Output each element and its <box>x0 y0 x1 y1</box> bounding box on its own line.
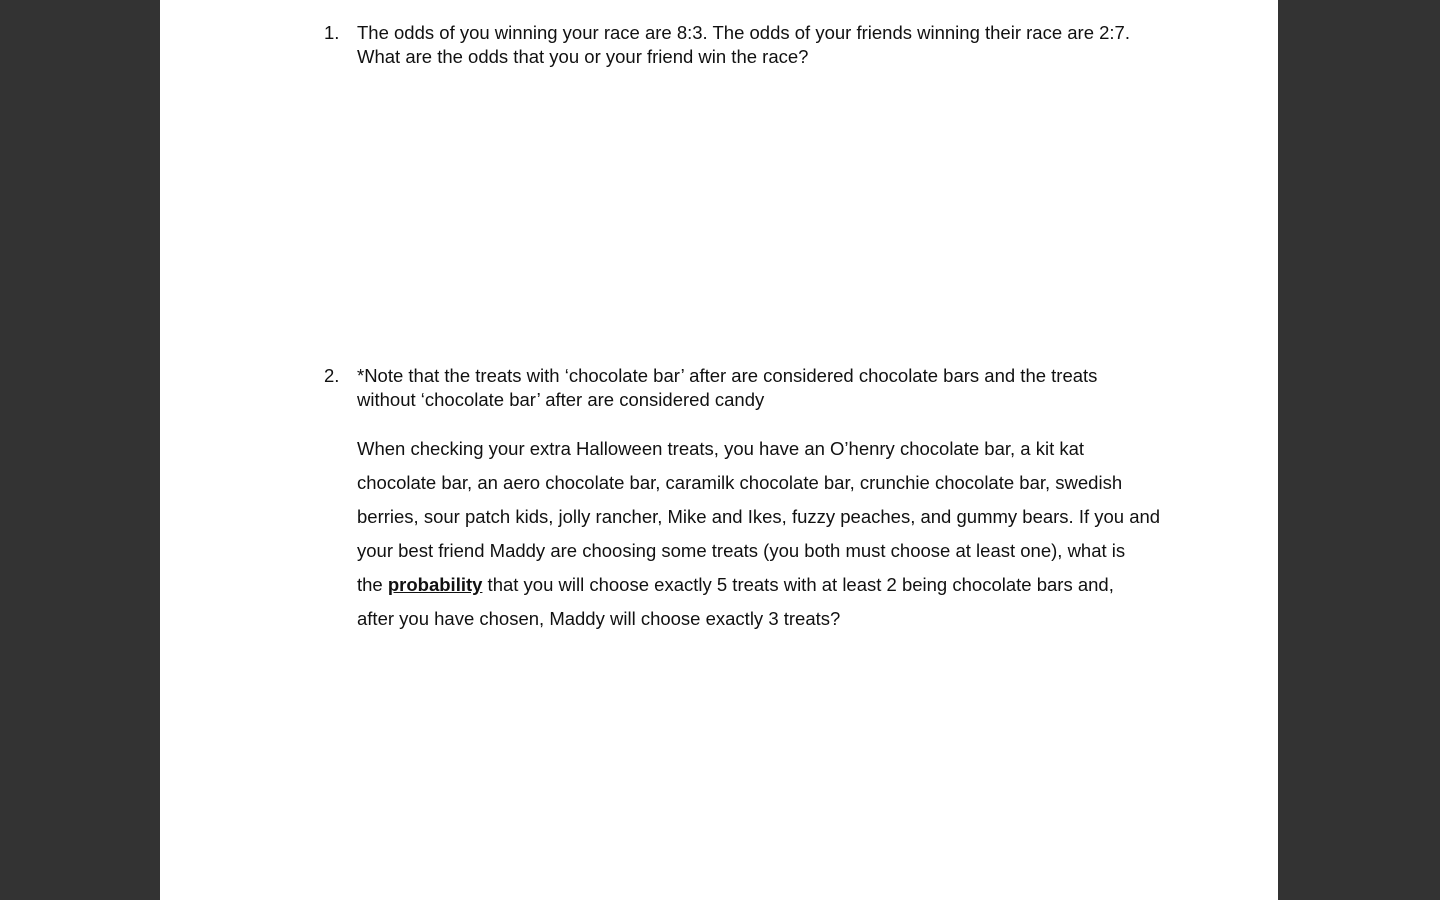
question-line: The odds of you winning your race are 8:3. The odds of your friends winning their race are 2:7. <box>357 22 1130 43</box>
paragraph-line <box>357 568 1157 602</box>
question-line: What are the odds that you or your friend win the race? <box>357 46 809 67</box>
paragraph-line: berries, sour patch kids, jolly rancher, Mike and Ikes, fuzzy peaches, and gummy bears. If you and <box>357 506 1161 527</box>
question-text <box>357 364 1161 636</box>
line-suffix: that you will choose exactly 5 treats with at least 2 being chocolate bars and, <box>482 574 1114 595</box>
paragraph-line: after you have chosen, Maddy will choose exactly 3 treats? <box>357 608 841 629</box>
paragraph-line: When checking your extra Halloween treats, you have an O’henry chocolate bar, a kit kat <box>357 438 1085 459</box>
note-line: *Note that the treats with ‘chocolate bar’ after are considered chocolate bars and the treats <box>357 365 1098 386</box>
document-page <box>160 0 1278 900</box>
question-number: 2. <box>324 365 340 386</box>
line-prefix: the <box>357 574 388 595</box>
paragraph-line: chocolate bar, an aero chocolate bar, caramilk chocolate bar, crunchie chocolate bar, swedish <box>357 472 1123 493</box>
note-text <box>357 364 1157 412</box>
question-number: 1. <box>324 22 340 43</box>
note-line: without ‘chocolate bar’ after are considered candy <box>357 389 765 410</box>
problem-paragraph <box>357 432 1161 636</box>
paragraph-line: your best friend Maddy are choosing some treats (you both must choose at least one), what is <box>357 540 1126 561</box>
emphasized-word: probability <box>387 574 483 595</box>
question-text <box>357 21 1157 69</box>
